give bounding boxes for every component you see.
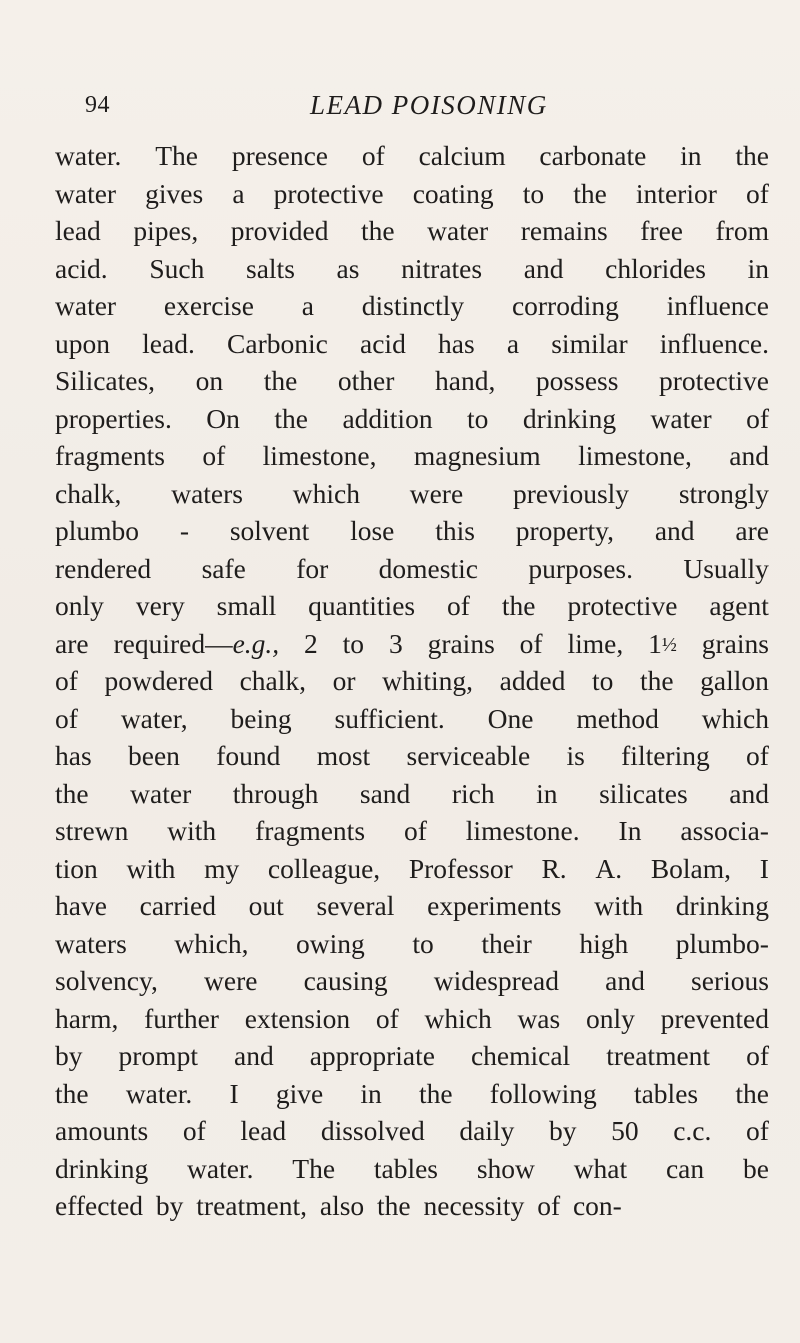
word: of (447, 590, 470, 621)
word: only (585, 1002, 635, 1034)
word: to (342, 627, 365, 659)
word: and (729, 440, 769, 471)
text-line (55, 662, 769, 700)
word: previously (512, 477, 630, 509)
word: this (435, 515, 475, 546)
word: chemical (470, 1040, 571, 1071)
word: appropriate (309, 1040, 435, 1071)
word: added (499, 665, 566, 696)
text-line (55, 737, 769, 775)
word: acid (360, 327, 406, 359)
text-line (55, 550, 769, 588)
word: domestic (378, 552, 478, 584)
running-head: LEAD POISONING (310, 90, 548, 120)
word: the (55, 777, 89, 809)
word: of (746, 740, 769, 771)
word: gallon (700, 665, 769, 696)
word: to (467, 402, 489, 434)
word: have (55, 890, 107, 921)
word: through (232, 777, 319, 809)
word: were (409, 477, 464, 509)
text-line (55, 475, 769, 513)
word: other (337, 365, 395, 396)
word: Professor (408, 852, 513, 884)
word: with (167, 815, 217, 846)
text-line (55, 812, 769, 850)
text-line (55, 925, 769, 963)
word: by (55, 1040, 83, 1071)
word: I (759, 852, 769, 884)
word: 3 (388, 627, 403, 659)
word: experiments (427, 890, 562, 921)
word: causing (303, 965, 388, 996)
word: water (55, 290, 117, 321)
word: of (746, 1040, 769, 1071)
text-line (55, 512, 769, 550)
word: powdered (104, 665, 213, 696)
word: In (618, 815, 642, 846)
word: following (489, 1077, 597, 1109)
word: 1½ (648, 625, 677, 663)
word: strewn (55, 815, 129, 846)
word: water (130, 777, 192, 809)
word: grains (701, 627, 769, 659)
word: in (680, 140, 702, 171)
word: properties. (55, 402, 172, 434)
word: harm, (55, 1002, 119, 1034)
word: The (155, 140, 199, 171)
text-line (55, 625, 769, 663)
word: a (301, 290, 314, 321)
word: from (715, 215, 769, 246)
word: daily (459, 1115, 515, 1146)
word: protective (659, 365, 769, 396)
word: limestone, (578, 440, 692, 471)
word: coating (412, 177, 494, 209)
word: drinking (55, 1152, 149, 1184)
word: limestone, (262, 440, 377, 471)
word: sand (359, 777, 411, 809)
word: the (639, 665, 674, 696)
word: exercise (163, 290, 254, 321)
text-line (55, 437, 769, 475)
word: chalk, (55, 477, 122, 509)
page-number: 94 (85, 92, 110, 118)
word: lime, (567, 627, 624, 659)
word: was (517, 1002, 561, 1034)
text-line (55, 850, 769, 888)
word: high (579, 927, 629, 959)
word: The (292, 1152, 336, 1184)
word: drinking (522, 402, 617, 434)
word: a (232, 177, 245, 209)
word: protective (567, 590, 678, 621)
word: and (729, 777, 769, 809)
word: whiting, (382, 665, 474, 696)
word: being (230, 702, 292, 734)
word: drinking (675, 890, 769, 921)
word: corroding (511, 290, 619, 321)
word: give (275, 1077, 324, 1109)
word: lead (55, 215, 101, 246)
word: of (519, 627, 543, 659)
word: salts (246, 252, 295, 284)
word: the (573, 177, 607, 209)
text-line (55, 962, 769, 1000)
text-line (55, 700, 769, 738)
word: water (427, 215, 489, 246)
word: waters (55, 927, 127, 959)
word: of (202, 440, 226, 471)
word: gives (145, 177, 204, 209)
word: of (745, 177, 769, 209)
word: can (665, 1152, 705, 1184)
text-line (55, 212, 769, 250)
text-line (55, 137, 769, 175)
word: tables (373, 1152, 438, 1184)
word: amounts (55, 1115, 149, 1146)
word: carbonate (539, 140, 647, 171)
word: the (735, 1077, 769, 1109)
text-line (55, 1075, 769, 1113)
word: on (195, 365, 224, 396)
text-line (55, 1000, 769, 1038)
word: with (126, 852, 176, 884)
word: c.c. (673, 1115, 712, 1146)
word: to (591, 665, 614, 696)
text-line (55, 887, 769, 925)
word: and (605, 965, 645, 996)
word: associa- (680, 815, 769, 846)
word: owing (296, 927, 365, 959)
word: interior (635, 177, 717, 209)
body-text (55, 137, 769, 1225)
word: lead. (142, 327, 195, 359)
page-header (85, 92, 765, 126)
word: of (182, 1115, 206, 1146)
word: water. (187, 1152, 254, 1184)
word: for (296, 552, 329, 584)
word: of (746, 402, 769, 434)
word: pipes, (133, 215, 199, 246)
word: the (501, 590, 536, 621)
text-line (55, 287, 769, 325)
text-line (55, 175, 769, 213)
word: chalk, (239, 665, 307, 696)
word: silicates (599, 777, 688, 809)
word: their (481, 927, 532, 959)
word: the (735, 140, 769, 171)
word: provided (230, 215, 329, 246)
word: of (375, 1002, 399, 1034)
word: in (536, 777, 558, 809)
word: show (476, 1152, 535, 1184)
word: property, (515, 515, 615, 546)
word: On (206, 402, 240, 434)
word: sufficient. (334, 702, 445, 734)
word: 50 (611, 1115, 639, 1146)
word: which (292, 477, 360, 509)
word: as (336, 252, 360, 284)
word: lead (240, 1115, 287, 1146)
word: found (216, 740, 281, 771)
word: prompt (118, 1040, 198, 1071)
word: presence (231, 140, 329, 171)
word: nitrates (401, 252, 483, 284)
word: and (523, 252, 564, 284)
word: which (424, 1002, 492, 1034)
word: serious (691, 965, 769, 996)
word: chlorides (605, 252, 706, 284)
word: fragments (55, 440, 165, 471)
word: of (55, 702, 78, 734)
word: R. (541, 852, 567, 884)
word: been (127, 740, 180, 771)
word: and (233, 1040, 274, 1071)
word: filtering (621, 740, 710, 771)
word: addition (342, 402, 433, 434)
word: protective (273, 177, 384, 209)
word: fragments (255, 815, 366, 846)
word: Usually (683, 552, 769, 584)
word: Bolam, (650, 852, 732, 884)
word: which, (174, 927, 249, 959)
word: in (747, 252, 769, 284)
word: limestone. (465, 815, 580, 846)
word: possess (535, 365, 619, 396)
word: water, (120, 702, 188, 734)
word: remains (520, 215, 608, 246)
word: with (594, 890, 644, 921)
word: safe (201, 552, 246, 584)
word: the (361, 215, 395, 246)
word: or (332, 665, 356, 696)
word: of (403, 815, 427, 846)
word: are (55, 627, 89, 659)
text-line (55, 250, 769, 288)
word: be (742, 1152, 769, 1184)
text-line (55, 325, 769, 363)
word: agent (709, 590, 769, 621)
word: prevented (660, 1002, 769, 1034)
word: are (735, 515, 769, 546)
word: solvent (229, 515, 310, 546)
text-line: effected by treatment, also the necessity of con- (55, 1190, 622, 1221)
text-line (55, 400, 769, 438)
text-line (55, 362, 769, 400)
word: widespread (433, 965, 559, 996)
word: - (179, 515, 190, 546)
word: purposes. (528, 552, 633, 584)
word: solvency, (55, 965, 158, 996)
word: colleague, (267, 852, 381, 884)
word: plumbo (55, 515, 140, 546)
word: to (522, 177, 545, 209)
text-line (55, 775, 769, 813)
word: treatment (606, 1040, 711, 1071)
word: distinctly (361, 290, 465, 321)
word: free (640, 215, 683, 246)
word: the (274, 402, 308, 434)
word: further (144, 1002, 219, 1034)
word: similar (551, 327, 628, 359)
fraction-glyph: ½ (661, 633, 677, 656)
word: upon (55, 327, 110, 359)
word: of (746, 1115, 769, 1146)
word: water (650, 402, 712, 434)
word: Silicates, (55, 365, 156, 396)
word: calcium (418, 140, 506, 171)
word: hand, (435, 365, 496, 396)
word: of (55, 665, 78, 696)
word: out (248, 890, 284, 921)
word: a (506, 327, 520, 359)
word: carried (139, 890, 216, 921)
word: A. (595, 852, 623, 884)
word: of (361, 140, 385, 171)
text-line (55, 1037, 769, 1075)
word: the (418, 1077, 453, 1109)
word: dissolved (320, 1115, 425, 1146)
word: extension (244, 1002, 351, 1034)
word: water. (125, 1077, 193, 1109)
word: required—e.g., (113, 627, 280, 659)
text-line (55, 1150, 769, 1188)
word: serviceable (406, 740, 531, 771)
word: Carbonic (227, 327, 328, 359)
word: has (55, 740, 92, 771)
word: has (438, 327, 475, 359)
word: influence (666, 290, 769, 321)
word: strongly (678, 477, 769, 509)
word: grains (427, 627, 495, 659)
word: and (654, 515, 695, 546)
word: tables (633, 1077, 699, 1109)
word: rich (451, 777, 495, 809)
word: 2 (304, 627, 318, 659)
word: I (229, 1077, 239, 1109)
word: waters (171, 477, 243, 509)
word: method (576, 702, 659, 734)
text-line (55, 1112, 769, 1150)
word: lose (350, 515, 395, 546)
word: the (55, 1077, 89, 1109)
word: which (701, 702, 769, 734)
word: very (135, 590, 185, 621)
word: plumbo- (675, 927, 769, 959)
word: by (548, 1115, 577, 1146)
word: One (487, 702, 534, 734)
word: several (316, 890, 395, 921)
word: water (55, 177, 117, 209)
word: acid. (55, 252, 108, 284)
word: small (216, 590, 277, 621)
word: most (316, 740, 371, 771)
word: the (263, 365, 298, 396)
word: my (204, 852, 240, 884)
word: what (573, 1152, 628, 1184)
word: rendered (55, 552, 152, 584)
word: magnesium (413, 440, 541, 471)
text-line (55, 587, 769, 625)
word: tion (55, 852, 98, 884)
word: Such (149, 252, 205, 284)
word: to (412, 927, 434, 959)
word: in (360, 1077, 382, 1109)
word: water. (55, 140, 122, 171)
word: only (55, 590, 104, 621)
word: is (566, 740, 585, 771)
word: quantities (308, 590, 416, 621)
word: were (204, 965, 258, 996)
word: influence. (659, 327, 769, 359)
